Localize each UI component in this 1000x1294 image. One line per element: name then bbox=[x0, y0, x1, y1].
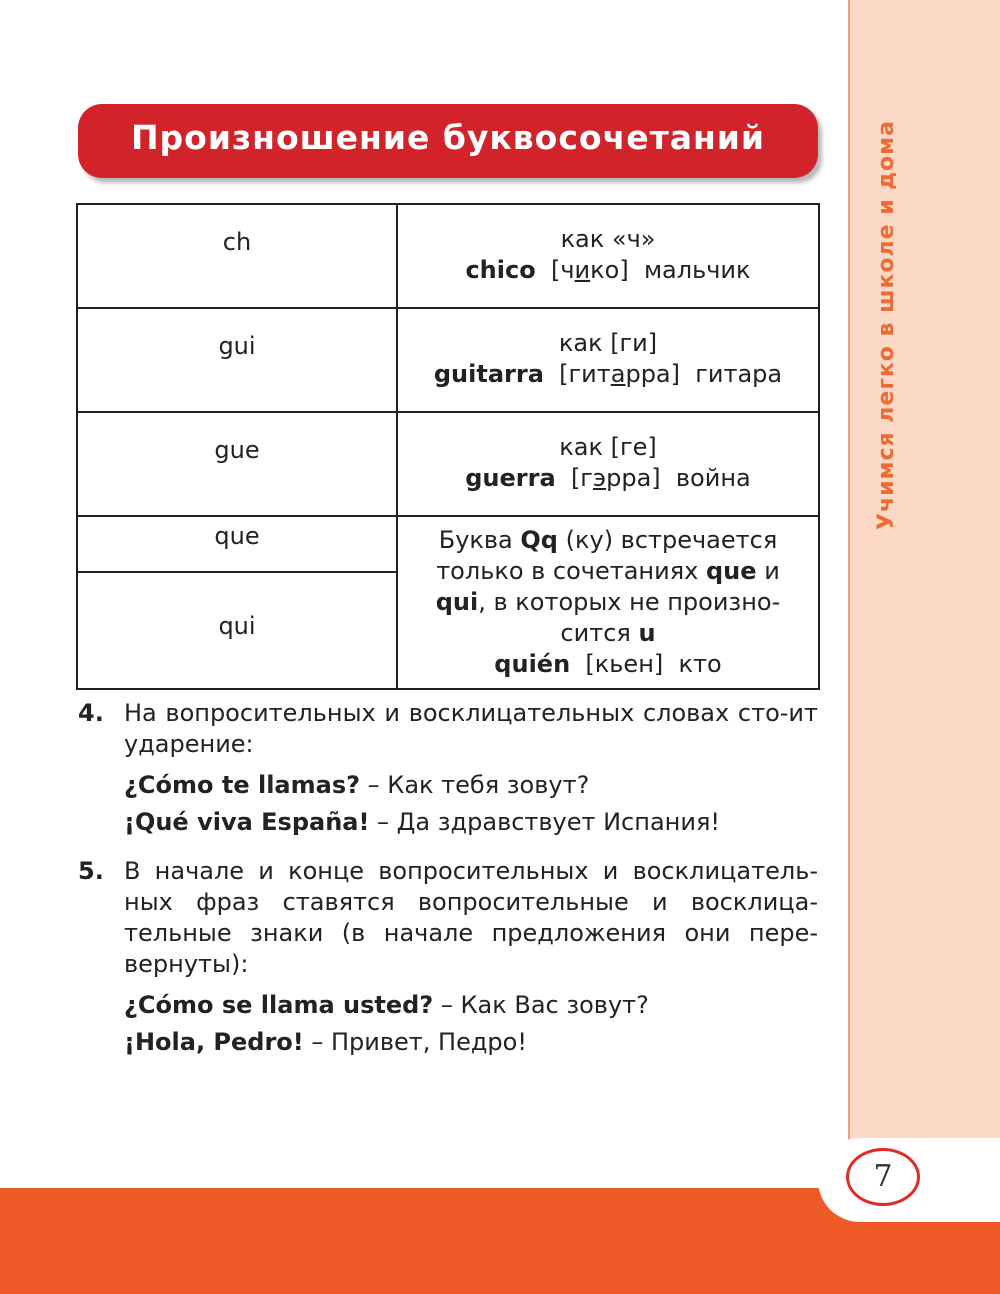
combo-cell: ch bbox=[77, 204, 397, 308]
pron-close: рра] bbox=[606, 464, 661, 492]
qq-letter: Qq bbox=[520, 526, 558, 554]
example-line bbox=[410, 255, 806, 286]
example-word: guitarra bbox=[433, 360, 544, 388]
example-line bbox=[124, 1027, 818, 1058]
translation: мальчик bbox=[643, 256, 751, 284]
qq-combo-que: que bbox=[706, 557, 757, 585]
rule-cell bbox=[397, 308, 819, 412]
example-line bbox=[124, 807, 818, 838]
sidebar-caption: Учимся легко в школе и дома bbox=[874, 120, 899, 530]
table-row bbox=[77, 412, 819, 516]
point-number: 4. bbox=[78, 699, 104, 727]
example-line bbox=[124, 770, 818, 801]
point-text: На вопросительных и восклицательных словах сто-ит ударение: bbox=[124, 699, 818, 758]
example-line bbox=[410, 463, 806, 494]
point-5 bbox=[78, 856, 818, 1058]
translation: война bbox=[675, 464, 751, 492]
stressed-letter: а bbox=[610, 360, 626, 388]
pron-close: рра] bbox=[625, 360, 680, 388]
combo-cell: que bbox=[77, 516, 397, 572]
translation: кто bbox=[678, 650, 722, 678]
spanish-phrase: ¡Hola, Pedro! bbox=[124, 1028, 304, 1056]
example-word: chico bbox=[465, 256, 536, 284]
russian-translation: – Как тебя зовут? bbox=[360, 771, 590, 799]
qq-rule-text bbox=[412, 525, 804, 649]
side-panel bbox=[848, 0, 1000, 1188]
point-text: В начале и конце вопросительных и восклицатель-ных фраз ставятся вопросительные и восклица-тельные знаки (в начале предложения они пере-вернуты): bbox=[124, 857, 818, 978]
stressed-letter: э bbox=[592, 464, 607, 492]
pronunciation-table bbox=[76, 203, 820, 690]
page-title: Произношение буквосочетаний bbox=[130, 118, 766, 157]
table-row bbox=[77, 516, 819, 572]
qq-rule-cell bbox=[397, 516, 819, 689]
example-line bbox=[410, 359, 806, 390]
rule-text: как [ге] bbox=[559, 433, 657, 461]
page-number: 7 bbox=[846, 1148, 920, 1206]
qq-text-part: и bbox=[764, 557, 780, 585]
pronunciation: [кьен] bbox=[585, 650, 664, 678]
pron-open: [гит bbox=[559, 360, 611, 388]
pron-open: [ч bbox=[550, 256, 575, 284]
combo-cell: gui bbox=[77, 308, 397, 412]
qq-combo-qui: qui bbox=[435, 588, 479, 616]
translation: гитара bbox=[695, 360, 783, 388]
table-row bbox=[77, 204, 819, 308]
russian-translation: – Привет, Педро! bbox=[303, 1028, 527, 1056]
title-banner bbox=[78, 104, 818, 178]
qq-text-part: , в которых не произно-сится bbox=[478, 588, 781, 647]
spanish-phrase: ¡Qué viva España! bbox=[124, 808, 370, 836]
rule-cell bbox=[397, 412, 819, 516]
pron-close: ко] bbox=[590, 256, 629, 284]
russian-translation: – Да здравствует Испания! bbox=[369, 808, 720, 836]
qq-example-line bbox=[412, 649, 804, 680]
qq-text-part: (ку) встречается только в сочетаниях bbox=[436, 526, 778, 585]
pron-open: [г bbox=[570, 464, 593, 492]
example-word: quién bbox=[494, 650, 571, 678]
combo-cell: qui bbox=[77, 572, 397, 689]
point-4 bbox=[78, 698, 818, 838]
point-number: 5. bbox=[78, 857, 104, 885]
russian-translation: – Как Вас зовут? bbox=[433, 991, 649, 1019]
combo-cell: gue bbox=[77, 412, 397, 516]
rule-text: как «ч» bbox=[560, 225, 656, 253]
spanish-phrase: ¿Cómo se llama usted? bbox=[124, 991, 434, 1019]
spanish-phrase: ¿Cómo te llamas? bbox=[124, 771, 361, 799]
stressed-letter: и bbox=[574, 256, 591, 284]
table-row bbox=[77, 308, 819, 412]
example-line bbox=[124, 990, 818, 1021]
rule-cell bbox=[397, 204, 819, 308]
rule-text: как [ги] bbox=[558, 329, 658, 357]
qq-text-part: Буква bbox=[438, 526, 513, 554]
example-word: guerra bbox=[465, 464, 556, 492]
qq-silent-u: u bbox=[638, 619, 656, 647]
